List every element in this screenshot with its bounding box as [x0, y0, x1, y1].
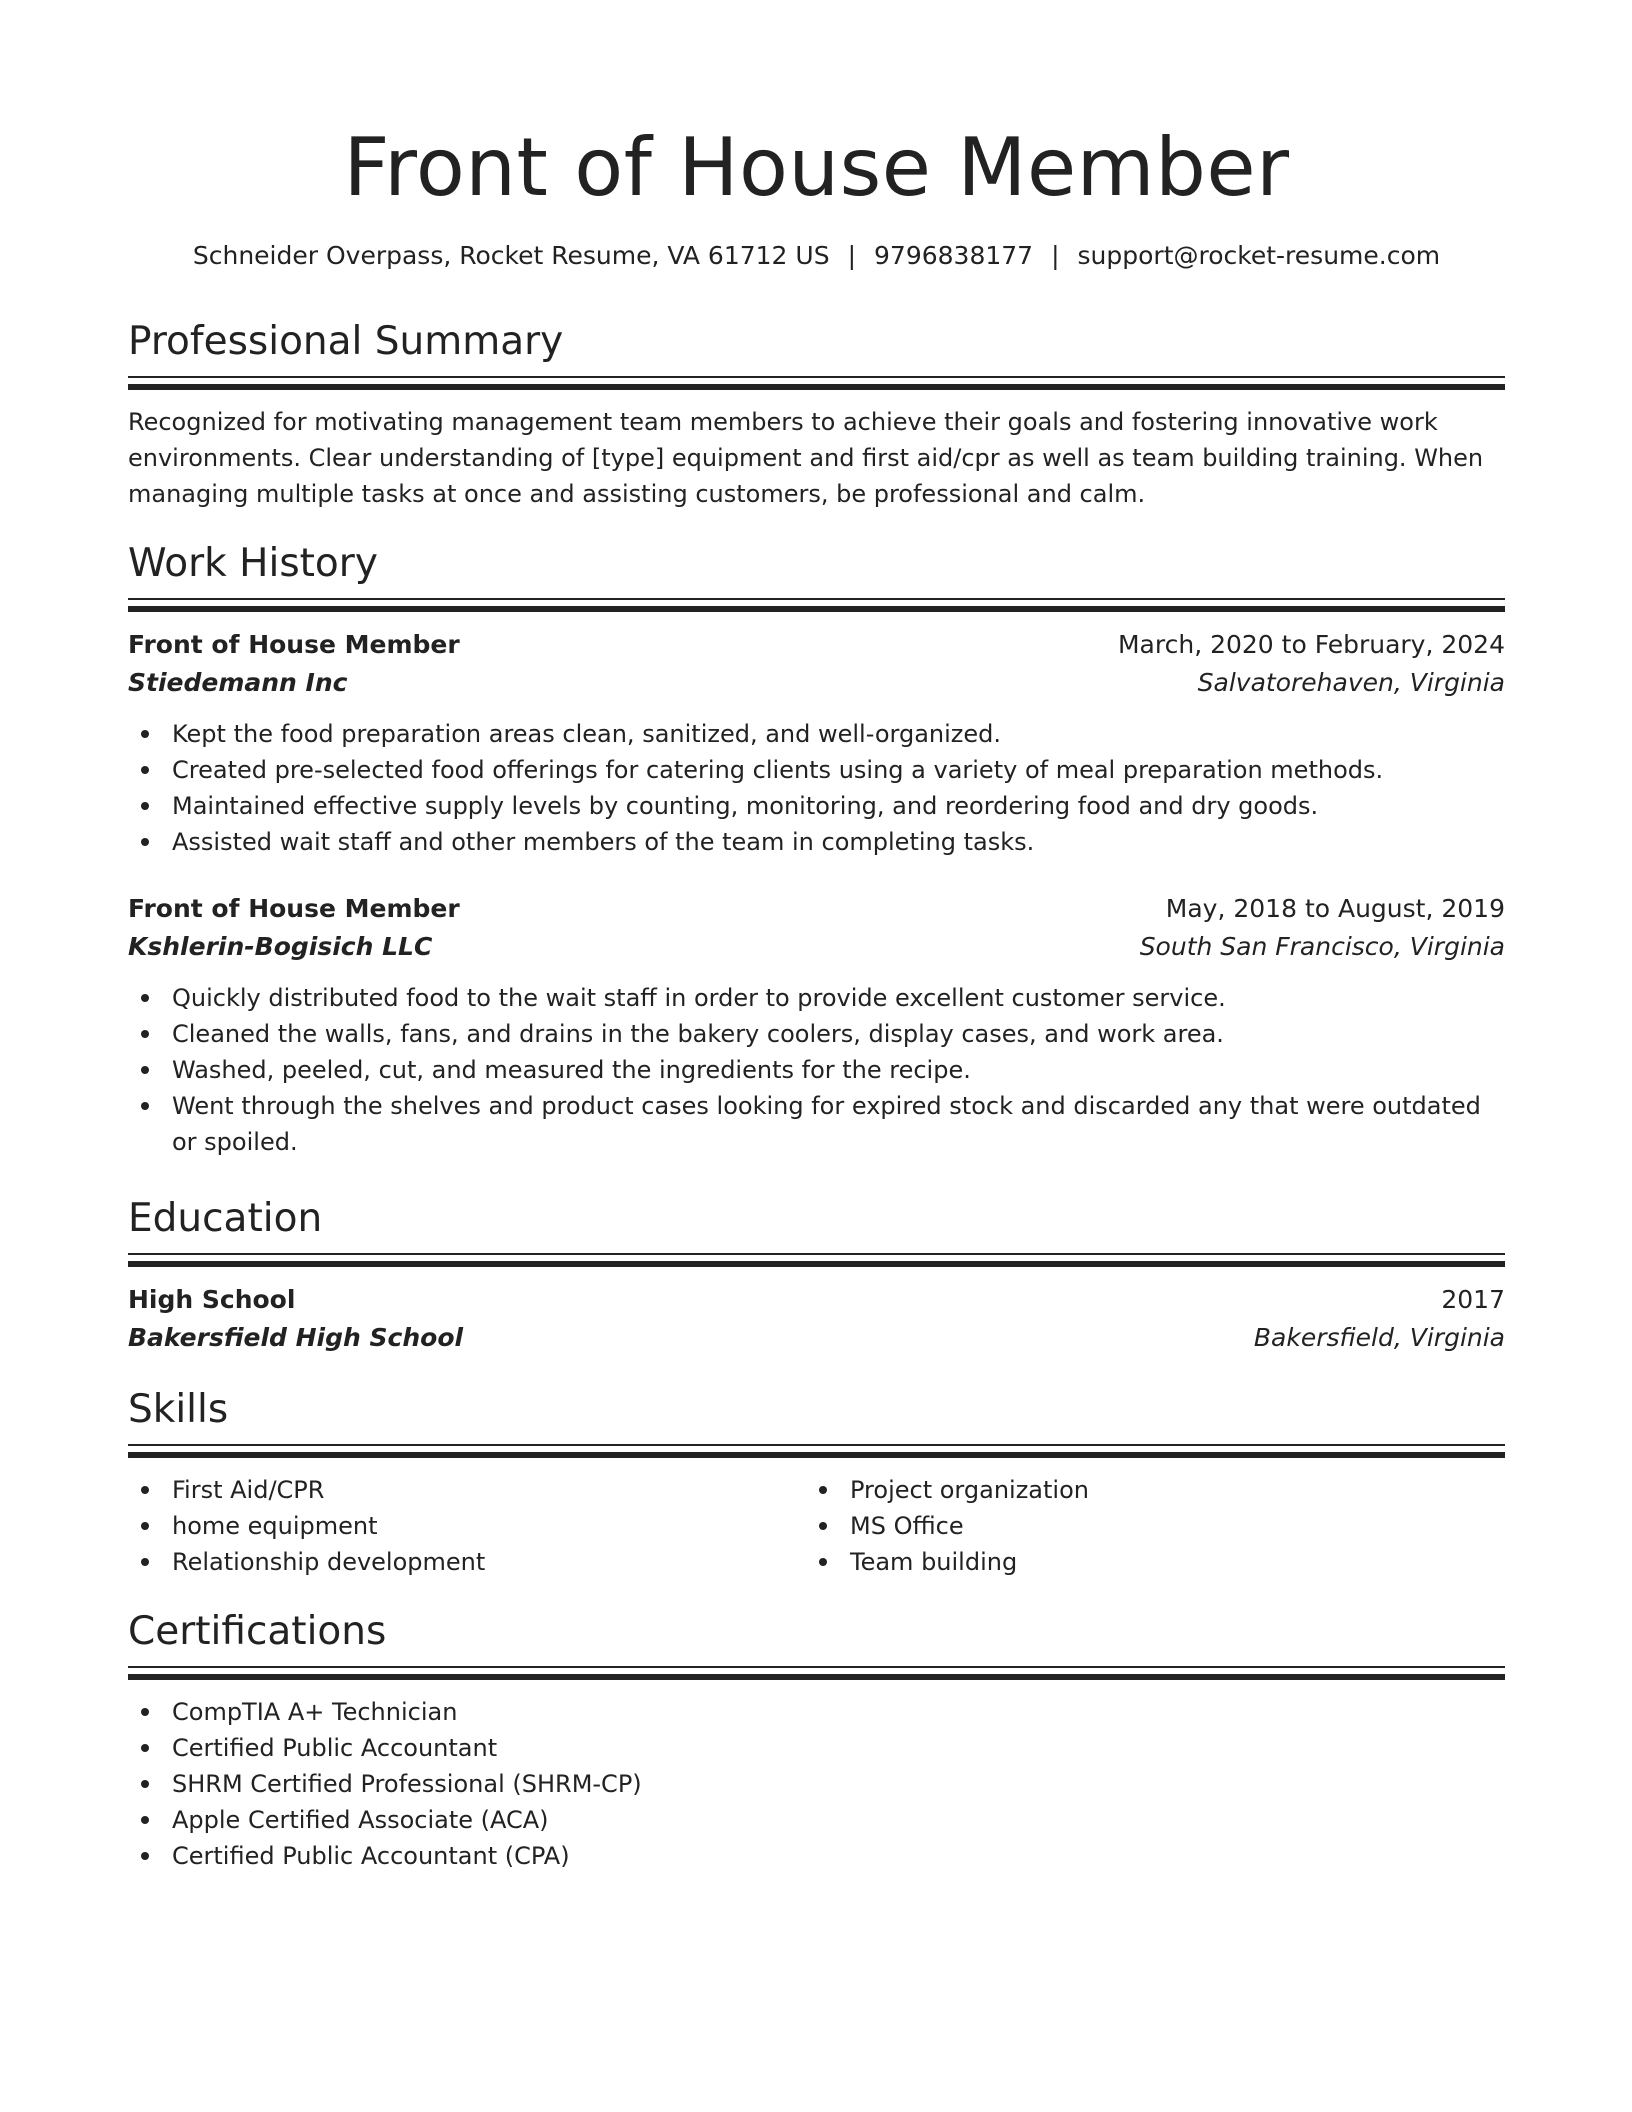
section-divider	[128, 598, 1505, 600]
contact-separator: |	[1051, 241, 1060, 270]
list-item	[128, 1544, 788, 1580]
bullet-icon	[141, 1852, 149, 1860]
list-item	[128, 824, 1505, 860]
education-entry	[128, 1281, 1505, 1357]
certification-text: Certified Public Accountant (CPA)	[172, 1842, 570, 1870]
section-divider	[128, 606, 1505, 612]
section-divider	[128, 376, 1505, 378]
bullet-icon	[141, 730, 149, 738]
contact-line	[128, 236, 1505, 276]
skills-list-left	[128, 1472, 788, 1580]
contact-phone: 9796838177	[874, 241, 1034, 270]
skill-text: Team building	[850, 1548, 1018, 1576]
certification-text: CompTIA A+ Technician	[172, 1698, 458, 1726]
section-title-work-history: Work History	[128, 541, 378, 586]
section-title-education: Education	[128, 1196, 323, 1241]
skill-text: MS Office	[850, 1512, 964, 1540]
skills-section	[128, 1384, 1505, 1582]
job-role: Front of House Member	[128, 894, 460, 923]
education-degree: High School	[128, 1285, 296, 1314]
job-bullets	[128, 980, 1505, 1160]
bullet-icon	[819, 1486, 827, 1494]
skills-columns	[128, 1472, 1505, 1582]
section-divider	[128, 1253, 1505, 1255]
list-item	[128, 1088, 1505, 1160]
certifications-section	[128, 1606, 1505, 1874]
summary-section	[128, 316, 1505, 512]
bullet-text: Created pre-selected food offerings for catering clients using a variety of meal preparation methods.	[172, 756, 1384, 784]
list-item	[128, 1766, 1505, 1802]
section-divider	[128, 1452, 1505, 1458]
contact-email: support@rocket-resume.com	[1077, 241, 1441, 270]
education-section	[128, 1193, 1505, 1357]
job-dates: May, 2018 to August, 2019	[1165, 894, 1505, 923]
list-item	[128, 752, 1505, 788]
list-item	[806, 1472, 1466, 1508]
resume-name: Front of House Member	[343, 121, 1290, 214]
bullet-icon	[141, 1816, 149, 1824]
bullet-icon	[141, 1522, 149, 1530]
section-divider	[128, 1666, 1505, 1668]
skill-text: Project organization	[850, 1476, 1089, 1504]
job-dates: March, 2020 to February, 2024	[1117, 630, 1505, 659]
contact-address: Schneider Overpass, Rocket Resume, VA 61712 US	[192, 241, 830, 270]
education-year: 2017	[1441, 1285, 1505, 1314]
section-title-summary: Professional Summary	[128, 319, 564, 364]
bullet-icon	[819, 1522, 827, 1530]
job-entry	[128, 626, 1505, 860]
list-item	[128, 1052, 1505, 1088]
summary-text: Recognized for motivating management team members to achieve their goals and fostering innovative work environments. Clear understanding of [type] equipment and first aid/cpr as well as team building training. When managing multiple tasks at once and assisting customers, be professional and calm.	[128, 408, 1484, 508]
bullet-icon	[141, 766, 149, 774]
section-divider	[128, 1261, 1505, 1267]
list-item	[128, 1016, 1505, 1052]
job-location: South San Francisco, Virginia	[1139, 932, 1505, 961]
bullet-icon	[141, 1744, 149, 1752]
certification-text: SHRM Certified Professional (SHRM-CP)	[172, 1770, 642, 1798]
list-item	[128, 1508, 788, 1544]
bullet-icon	[141, 1030, 149, 1038]
bullet-icon	[141, 838, 149, 846]
list-item	[806, 1544, 1466, 1580]
bullet-text: Assisted wait staff and other members of the team in completing tasks.	[172, 828, 1035, 856]
job-bullets	[128, 716, 1505, 860]
section-divider	[128, 384, 1505, 390]
bullet-icon	[141, 1066, 149, 1074]
list-item	[806, 1508, 1466, 1544]
certification-text: Certified Public Accountant	[172, 1734, 498, 1762]
job-entry	[128, 890, 1505, 1160]
bullet-icon	[141, 1102, 149, 1110]
bullet-text: Maintained effective supply levels by counting, monitoring, and reordering food and dry goods.	[172, 792, 1319, 820]
skills-list-right	[806, 1472, 1466, 1580]
bullet-icon	[141, 1708, 149, 1716]
list-item	[128, 1802, 1505, 1838]
bullet-text: Went through the shelves and product cases looking for expired stock and discarded any that were outdated or spoiled.	[172, 1092, 1481, 1156]
certifications-list	[128, 1694, 1505, 1874]
list-item	[128, 980, 1505, 1016]
education-school: Bakersfield High School	[128, 1323, 464, 1352]
list-item	[128, 1838, 1505, 1874]
education-location: Bakersfield, Virginia	[1253, 1323, 1505, 1352]
bullet-icon	[141, 1558, 149, 1566]
bullet-icon	[141, 1780, 149, 1788]
section-title-skills: Skills	[128, 1387, 229, 1432]
work-history-section	[128, 538, 1505, 1160]
section-divider	[128, 1674, 1505, 1680]
skill-text: Relationship development	[172, 1548, 486, 1576]
skill-text: First Aid/CPR	[172, 1476, 325, 1504]
bullet-icon	[819, 1558, 827, 1566]
list-item	[128, 716, 1505, 752]
certification-text: Apple Certified Associate (ACA)	[172, 1806, 549, 1834]
job-role: Front of House Member	[128, 630, 460, 659]
job-company: Stiedemann Inc	[128, 668, 348, 697]
job-company: Kshlerin-Bogisich LLC	[128, 932, 433, 961]
bullet-text: Kept the food preparation areas clean, sanitized, and well-organized.	[172, 720, 1002, 748]
section-divider	[128, 1444, 1505, 1446]
bullet-icon	[141, 994, 149, 1002]
skill-text: home equipment	[172, 1512, 378, 1540]
list-item	[128, 788, 1505, 824]
job-location: Salvatorehaven, Virginia	[1197, 668, 1505, 697]
list-item	[128, 1694, 1505, 1730]
bullet-text: Quickly distributed food to the wait staff in order to provide excellent customer service.	[172, 984, 1226, 1012]
list-item	[128, 1730, 1505, 1766]
contact-separator: |	[847, 241, 857, 270]
list-item	[128, 1472, 788, 1508]
bullet-text: Cleaned the walls, fans, and drains in the bakery coolers, display cases, and work area.	[172, 1020, 1224, 1048]
bullet-text: Washed, peeled, cut, and measured the ingredients for the recipe.	[172, 1056, 971, 1084]
section-title-certifications: Certifications	[128, 1609, 387, 1654]
bullet-icon	[141, 802, 149, 810]
bullet-icon	[141, 1486, 149, 1494]
